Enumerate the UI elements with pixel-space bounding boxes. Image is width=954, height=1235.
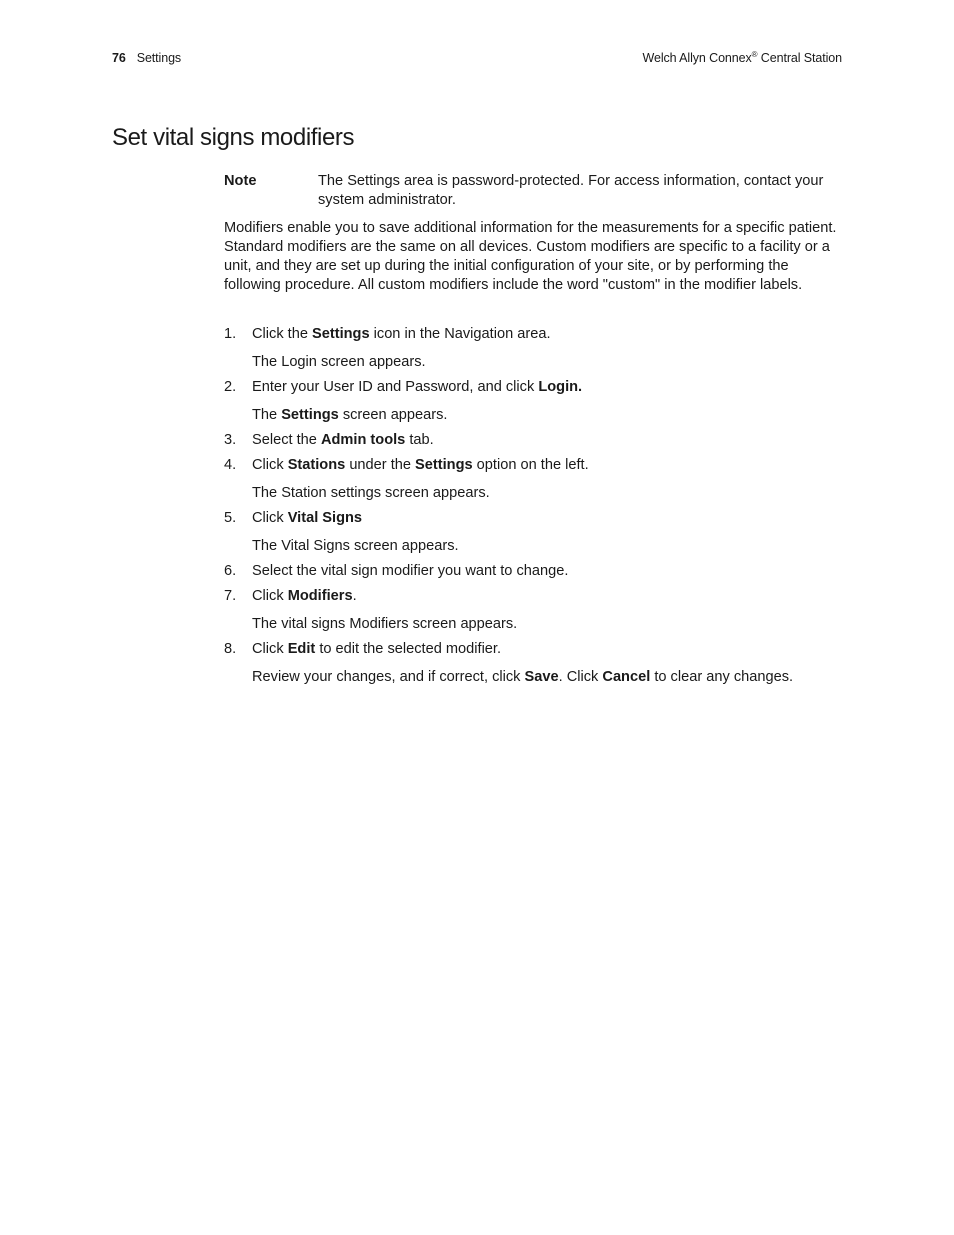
result-keyword: Settings — [281, 407, 339, 423]
step-number: 2. — [224, 379, 237, 395]
step-1 — [224, 325, 844, 344]
registered-mark: ® — [751, 50, 758, 59]
step-text-part: icon in the Navigation area. — [369, 326, 551, 342]
step-7-result: The vital signs Modifiers screen appears. — [252, 616, 518, 632]
step-number: 8. — [224, 641, 237, 657]
result-text-part: . Click — [558, 669, 603, 685]
step-number: 3. — [224, 432, 237, 448]
step-text — [252, 431, 434, 450]
page-number: 76 — [112, 51, 126, 65]
step-keyword: Modifiers — [287, 588, 353, 604]
product-name: Welch Allyn Connex — [642, 51, 752, 65]
step-8-result — [252, 668, 793, 687]
header-right — [643, 51, 843, 65]
step-2-result — [252, 406, 448, 425]
step-text-part: Click the — [252, 326, 313, 342]
result-text-part: The — [252, 407, 282, 423]
step-keyword: Admin tools — [320, 432, 406, 448]
step-number: 6. — [224, 563, 237, 579]
page-title: Set vital signs modifiers — [112, 124, 355, 151]
step-text-part: Enter your User ID and Password, and click — [252, 379, 539, 395]
page-header — [112, 51, 842, 69]
result-text-part: to clear any changes. — [650, 669, 794, 685]
step-text-part: . — [352, 588, 357, 604]
step-keyword: Settings — [415, 457, 473, 473]
step-keyword: Stations — [287, 457, 346, 473]
step-text-part: under the — [345, 457, 416, 473]
step-text-part: Click — [252, 510, 288, 526]
step-number: 5. — [224, 510, 237, 526]
step-keyword: Vital Signs — [287, 510, 363, 526]
step-text-part: Click — [252, 641, 288, 657]
step-5-result: The Vital Signs screen appears. — [252, 538, 459, 554]
step-text — [252, 587, 357, 606]
intro-paragraph: Modifiers enable you to save additional information for the measurements for a specific patient. Standard modifiers are the same on all devices. Custom modifiers are specific to a facility or a unit, and they are set up during the initial configuration of your site, or by performing the following procedure. All custom modifiers include the word "custom" in the modifier labels. — [224, 220, 837, 293]
step-4 — [224, 456, 844, 475]
step-text-part: Select the vital sign modifier you want to change. — [252, 563, 569, 579]
section-name: Settings — [136, 51, 182, 65]
step-keyword: Edit — [287, 641, 316, 657]
step-keyword: Login. — [538, 379, 583, 395]
step-text — [252, 562, 568, 581]
step-text — [252, 378, 582, 397]
step-6 — [224, 562, 844, 581]
step-text — [252, 640, 501, 659]
step-8 — [224, 640, 844, 659]
result-text-part: Review your changes, and if correct, click — [252, 669, 525, 685]
step-3 — [224, 431, 844, 450]
header-left — [112, 51, 181, 65]
step-text — [252, 325, 551, 344]
step-5 — [224, 509, 844, 528]
result-keyword: Save — [524, 669, 559, 685]
step-number: 7. — [224, 588, 237, 604]
step-1-result: The Login screen appears. — [252, 354, 426, 370]
note-label: Note — [224, 173, 257, 189]
result-keyword: Cancel — [602, 669, 651, 685]
step-text-part: Click — [252, 457, 288, 473]
step-7 — [224, 587, 844, 606]
step-number: 4. — [224, 457, 237, 473]
result-text-part: screen appears. — [338, 407, 448, 423]
note-text: The Settings area is password-protected. For access information, contact your system administrator. — [318, 173, 824, 208]
step-text-part: to edit the selected modifier. — [315, 641, 502, 657]
step-2 — [224, 378, 844, 397]
step-text — [252, 509, 362, 528]
step-text-part: tab. — [405, 432, 434, 448]
step-4-result: The Station settings screen appears. — [252, 485, 490, 501]
step-text — [252, 456, 589, 475]
step-text-part: Select the — [252, 432, 321, 448]
step-text-part: option on the left. — [472, 457, 589, 473]
step-text-part: Click — [252, 588, 288, 604]
step-keyword: Settings — [312, 326, 370, 342]
product-name-suffix: Central Station — [757, 51, 842, 65]
step-number: 1. — [224, 326, 237, 342]
